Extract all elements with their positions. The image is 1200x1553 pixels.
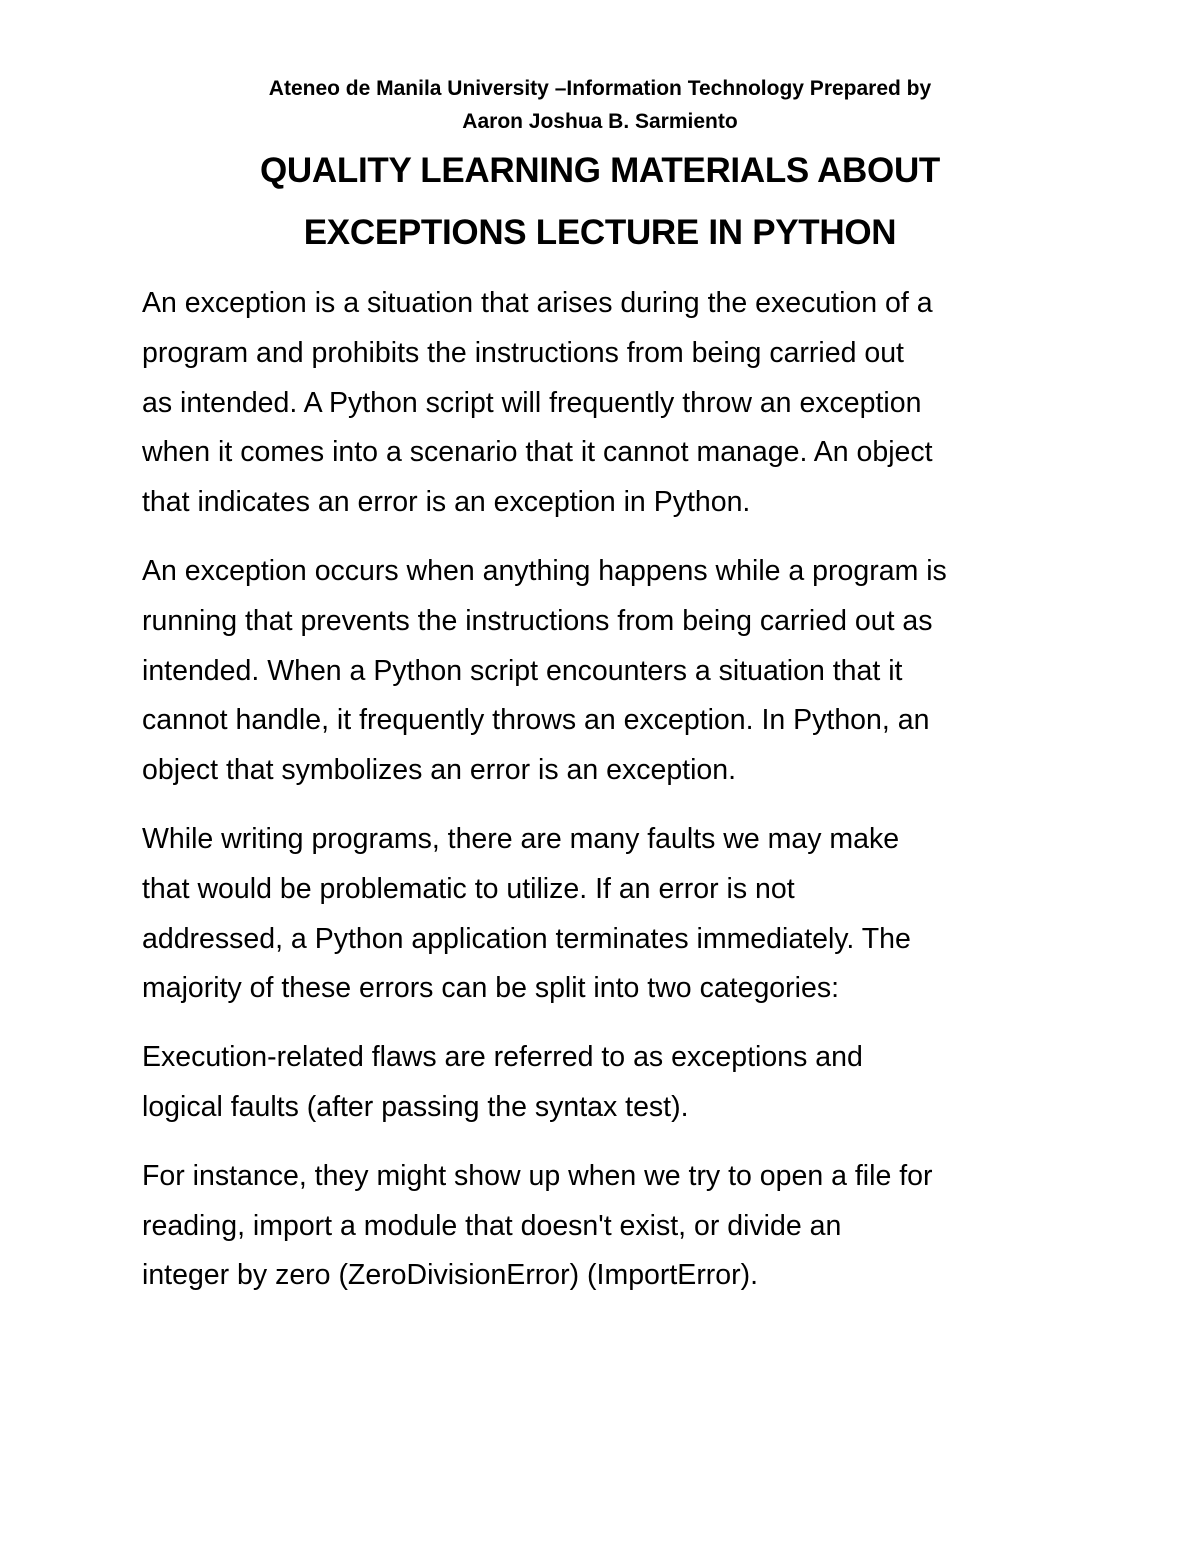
paragraph-line: running that prevents the instructions from being carried out as: [142, 604, 933, 637]
paragraph-5: [142, 1152, 1072, 1301]
title-line-1: QUALITY LEARNING MATERIALS ABOUT: [259, 151, 940, 190]
paragraph-line: program and prohibits the instructions from being carried out: [142, 336, 904, 369]
paragraph-line: cannot handle, it frequently throws an exception. In Python, an: [142, 704, 930, 737]
paragraph-line: addressed, a Python application terminates immediately. The: [142, 922, 911, 955]
document-title: [140, 140, 1060, 264]
paragraph-line: majority of these errors can be split into two categories:: [142, 972, 839, 1005]
paragraph-line: For instance, they might show up when we try to open a file for: [142, 1159, 933, 1192]
header-line-1: Ateneo de Manila University –Information Technology Prepared by: [268, 77, 932, 100]
document-body: [142, 279, 1072, 1320]
paragraph-line: as intended. A Python script will frequently throw an exception: [142, 386, 922, 419]
paragraph-line: integer by zero (ZeroDivisionError) (ImportError).: [142, 1259, 759, 1292]
paragraph-1: [142, 279, 1072, 528]
paragraph-line: that would be problematic to utilize. If an error is not: [142, 872, 795, 905]
document-header: [140, 72, 1060, 138]
paragraph-4: [142, 1033, 1072, 1133]
paragraph-line: that indicates an error is an exception in Python.: [142, 486, 751, 519]
paragraph-line: Execution-related flaws are referred to as exceptions and: [142, 1041, 863, 1074]
paragraph-line: An exception is a situation that arises during the execution of a: [142, 287, 933, 319]
paragraph-line: object that symbolizes an error is an exception.: [142, 754, 737, 787]
paragraph-line: An exception occurs when anything happens while a program is: [142, 554, 947, 587]
paragraph-line: While writing programs, there are many faults we may make: [142, 822, 900, 855]
title-line-2: EXCEPTIONS LECTURE IN PYTHON: [303, 213, 897, 252]
paragraph-3: [142, 815, 1072, 1014]
header-line-2: Aaron Joshua B. Sarmiento: [462, 110, 738, 133]
paragraph-2: [142, 547, 1072, 796]
paragraph-line: intended. When a Python script encounters a situation that it: [142, 654, 903, 687]
paragraph-line: reading, import a module that doesn't exist, or divide an: [142, 1209, 842, 1242]
paragraph-line: when it comes into a scenario that it cannot manage. An object: [142, 436, 933, 469]
paragraph-line: logical faults (after passing the syntax test).: [142, 1090, 689, 1123]
